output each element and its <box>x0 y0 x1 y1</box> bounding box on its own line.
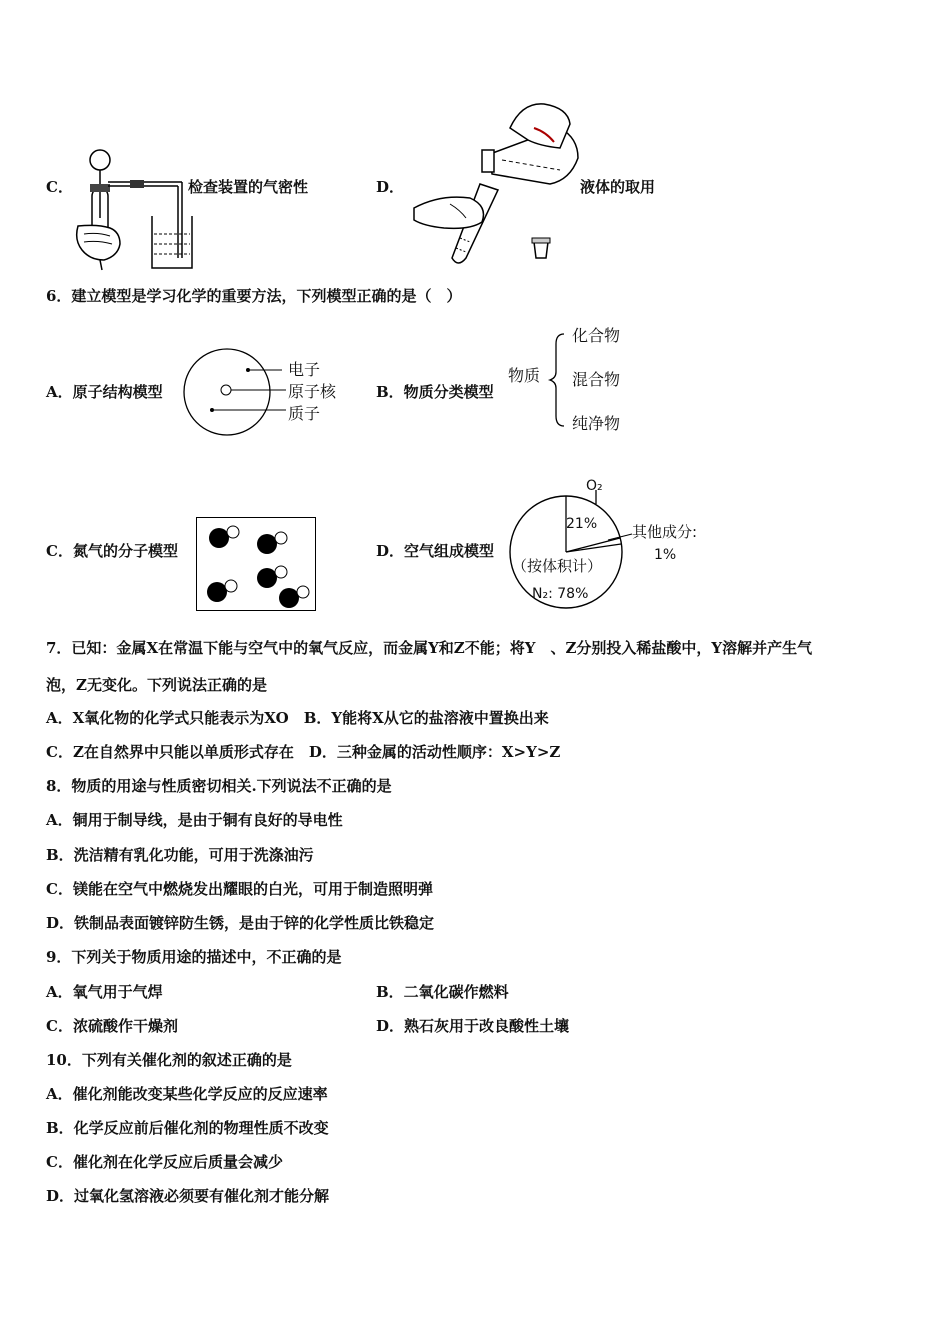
liquid-pouring-figure <box>410 98 585 268</box>
q7-options-cd: C．Z在自然界中只能以单质形式存在 D．三种金属的活动性顺序：X>Y>Z <box>46 743 561 761</box>
q9-stem: 9．下列关于物质用途的描述中，不正确的是 <box>46 948 342 966</box>
q9-option-d: D．熟石灰用于改良酸性土壤 <box>376 1017 570 1035</box>
q6-b-label: B．物质分类模型 <box>376 383 494 401</box>
q10-option-d: D．过氧化氢溶液必须要有催化剂才能分解 <box>46 1187 330 1205</box>
airtightness-apparatus-figure <box>70 148 195 273</box>
q9-option-b: B．二氧化碳作燃料 <box>376 983 509 1001</box>
q8-option-c: C．镁能在空气中燃烧发出耀眼的白光，可用于制造照明弹 <box>46 880 433 898</box>
atom-electron-label: 电子 <box>288 360 321 379</box>
classification-compound: 化合物 <box>572 326 621 345</box>
classification-root-label: 物质 <box>508 366 541 385</box>
pie-o2-percent: 21% <box>566 516 598 532</box>
q9-option-a: A．氧气用于气焊 <box>46 983 163 1001</box>
atom-proton-label: 质子 <box>288 404 321 423</box>
classification-brace <box>548 330 568 430</box>
q9-option-c: C．浓硫酸作干燥剂 <box>46 1017 178 1035</box>
q6-c-label: C．氮气的分子模型 <box>46 542 178 560</box>
classification-pure-substance: 纯净物 <box>572 414 621 433</box>
q5-c-label: C． <box>46 178 73 196</box>
q7-stem-line1: 7．已知：金属X在常温下能与空气中的氧气反应，而金属Y和Z不能；将Y 、Z分别投入稀盐酸中，Y溶解并产生气 <box>46 639 813 657</box>
nitrogen-molecule-model <box>196 517 316 611</box>
q5-c-text: 检查装置的气密性 <box>188 178 309 196</box>
q6-a-label: A．原子结构模型 <box>46 383 163 401</box>
pie-other-label: 其他成分: <box>632 523 698 541</box>
q10-stem: 10．下列有关催化剂的叙述正确的是 <box>46 1051 292 1069</box>
q5-d-text: 液体的取用 <box>580 178 656 196</box>
q8-option-b: B．洗洁精有乳化功能，可用于洗涤油污 <box>46 846 314 864</box>
q8-option-d: D．铁制品表面镀锌防生锈，是由于锌的化学性质比铁稳定 <box>46 914 435 932</box>
q8-option-a: A．铜用于制导线，是由于铜有良好的导电性 <box>46 811 343 829</box>
q6-stem: 6．建立模型是学习化学的重要方法，下列模型正确的是（ ） <box>46 287 462 305</box>
pie-o2-label: O₂ <box>586 478 603 494</box>
pie-by-volume-note: （按体积计） <box>512 557 603 575</box>
q8-stem: 8．物质的用途与性质密切相关.下列说法不正确的是 <box>46 777 392 795</box>
q6-d-label: D．空气组成模型 <box>376 542 495 560</box>
q7-options-ab: A．X氧化物的化学式只能表示为XO B．Y能将X从它的盐溶液中置换出来 <box>46 709 549 727</box>
atom-nucleus-label: 原子核 <box>288 382 337 401</box>
q5-d-label: D． <box>376 178 405 196</box>
q10-option-b: B．化学反应前后催化剂的物理性质不改变 <box>46 1119 329 1137</box>
classification-mixture: 混合物 <box>572 370 621 389</box>
pie-n2-label: N₂: 78% <box>532 586 589 602</box>
q10-option-c: C．催化剂在化学反应后质量会减少 <box>46 1153 283 1171</box>
pie-other-percent: 1% <box>654 547 677 563</box>
atom-structure-model <box>182 348 272 436</box>
q10-option-a: A．催化剂能改变某些化学反应的反应速率 <box>46 1085 328 1103</box>
q7-stem-line2: 泡，Z无变化。下列说法正确的是 <box>46 676 267 694</box>
